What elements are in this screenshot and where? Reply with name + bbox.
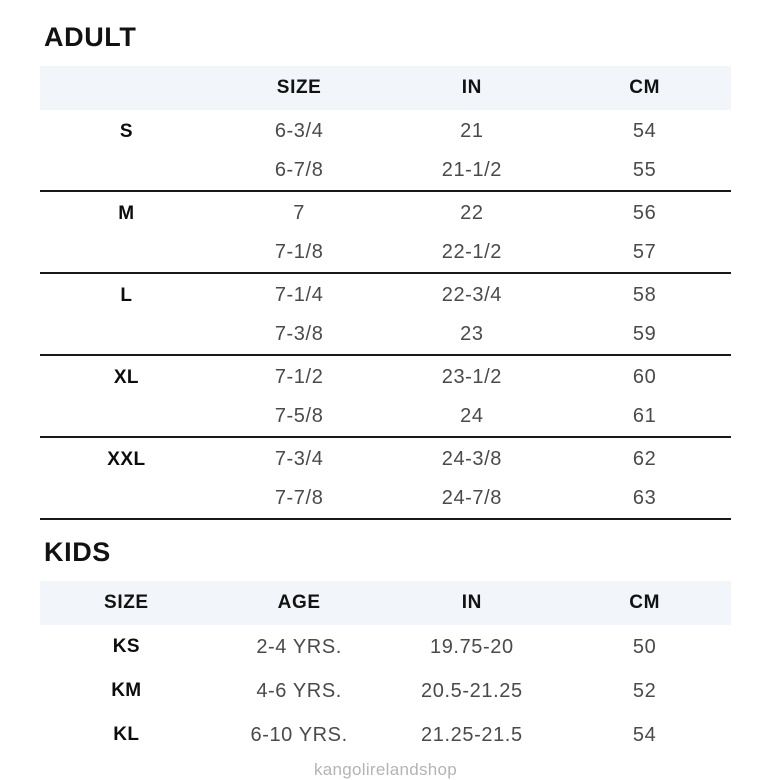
cm-value-cell: 54 [632, 120, 657, 142]
cm-value-cell: 50 [632, 635, 657, 658]
kids-col-in: IN [461, 592, 482, 613]
adult-col-cm: CM [629, 77, 660, 98]
cm-value-cell: 54 [632, 723, 657, 746]
age-value-cell: 4-6 YRS. [256, 679, 342, 702]
in-value-cell: 24-7/8 [441, 487, 503, 509]
size-label-cell: L [120, 284, 133, 306]
size-value-cell: 7-7/8 [274, 487, 324, 509]
table-row [40, 479, 731, 518]
size-value-cell: 7-3/4 [274, 448, 324, 470]
adult-col-size: SIZE [276, 77, 322, 98]
adult-table-header [40, 66, 731, 110]
cm-value-cell: 60 [632, 366, 657, 388]
size-label-cell: KL [113, 724, 140, 745]
table-row [40, 112, 731, 151]
size-value-cell: 7-1/4 [274, 284, 324, 306]
table-row [40, 440, 731, 479]
size-value-cell: 7-5/8 [274, 405, 324, 427]
in-value-cell: 20.5-21.25 [421, 679, 523, 702]
adult-size-table [40, 66, 731, 520]
kids-col-age: AGE [277, 592, 321, 613]
size-label-cell: XL [113, 366, 139, 388]
cm-value-cell: 55 [632, 159, 657, 181]
in-value-cell: 19.75-20 [429, 635, 514, 658]
table-row [40, 315, 731, 354]
cm-value-cell: 58 [632, 284, 657, 306]
table-row [40, 151, 731, 190]
size-value-cell: 7-1/2 [274, 366, 324, 388]
kids-col-size: SIZE [104, 592, 149, 613]
adult-group-xl [40, 358, 731, 438]
kids-col-cm: CM [629, 592, 660, 613]
size-value-cell: 7-1/8 [274, 241, 324, 263]
adult-group-s [40, 112, 731, 192]
adult-col-in: IN [461, 77, 482, 98]
table-row [40, 397, 731, 436]
age-value-cell: 2-4 YRS. [256, 635, 342, 658]
size-label-cell: S [119, 120, 133, 142]
table-row [40, 625, 731, 669]
table-row [40, 276, 731, 315]
in-value-cell: 23 [460, 323, 484, 345]
table-row [40, 358, 731, 397]
in-value-cell: 21.25-21.5 [421, 723, 523, 746]
in-value-cell: 23-1/2 [441, 366, 503, 388]
cm-value-cell: 56 [632, 202, 657, 224]
size-value-cell: 6-3/4 [274, 120, 324, 142]
table-row [40, 194, 731, 233]
in-value-cell: 24-3/8 [441, 448, 503, 470]
in-value-cell: 22-1/2 [441, 241, 503, 263]
cm-value-cell: 52 [632, 679, 657, 702]
in-value-cell: 24 [460, 405, 484, 427]
age-value-cell: 6-10 YRS. [250, 723, 348, 746]
size-label-cell: XXL [107, 448, 146, 470]
cm-value-cell: 59 [632, 323, 657, 345]
cm-value-cell: 62 [632, 448, 657, 470]
size-value-cell: 6-7/8 [274, 159, 324, 181]
table-row [40, 233, 731, 272]
adult-group-l [40, 276, 731, 356]
size-label-cell: KM [111, 680, 142, 701]
in-value-cell: 21-1/2 [441, 159, 503, 181]
table-row [40, 713, 731, 757]
adult-group-m [40, 194, 731, 274]
size-value-cell: 7 [293, 202, 305, 224]
kids-size-table [40, 581, 731, 757]
in-value-cell: 22 [460, 202, 484, 224]
cm-value-cell: 63 [632, 487, 657, 509]
kids-table-header [40, 581, 731, 625]
size-label-cell: M [118, 202, 135, 224]
in-value-cell: 22-3/4 [441, 284, 503, 306]
in-value-cell: 21 [460, 120, 484, 142]
cm-value-cell: 61 [632, 405, 657, 427]
table-row [40, 669, 731, 713]
kids-section-title: KIDS [44, 537, 111, 567]
size-label-cell: KS [112, 636, 140, 657]
watermark: kangolirelandshop [313, 760, 458, 779]
size-value-cell: 7-3/8 [274, 323, 324, 345]
adult-section-title: ADULT [44, 22, 137, 52]
cm-value-cell: 57 [632, 241, 657, 263]
adult-group-xxl [40, 440, 731, 520]
